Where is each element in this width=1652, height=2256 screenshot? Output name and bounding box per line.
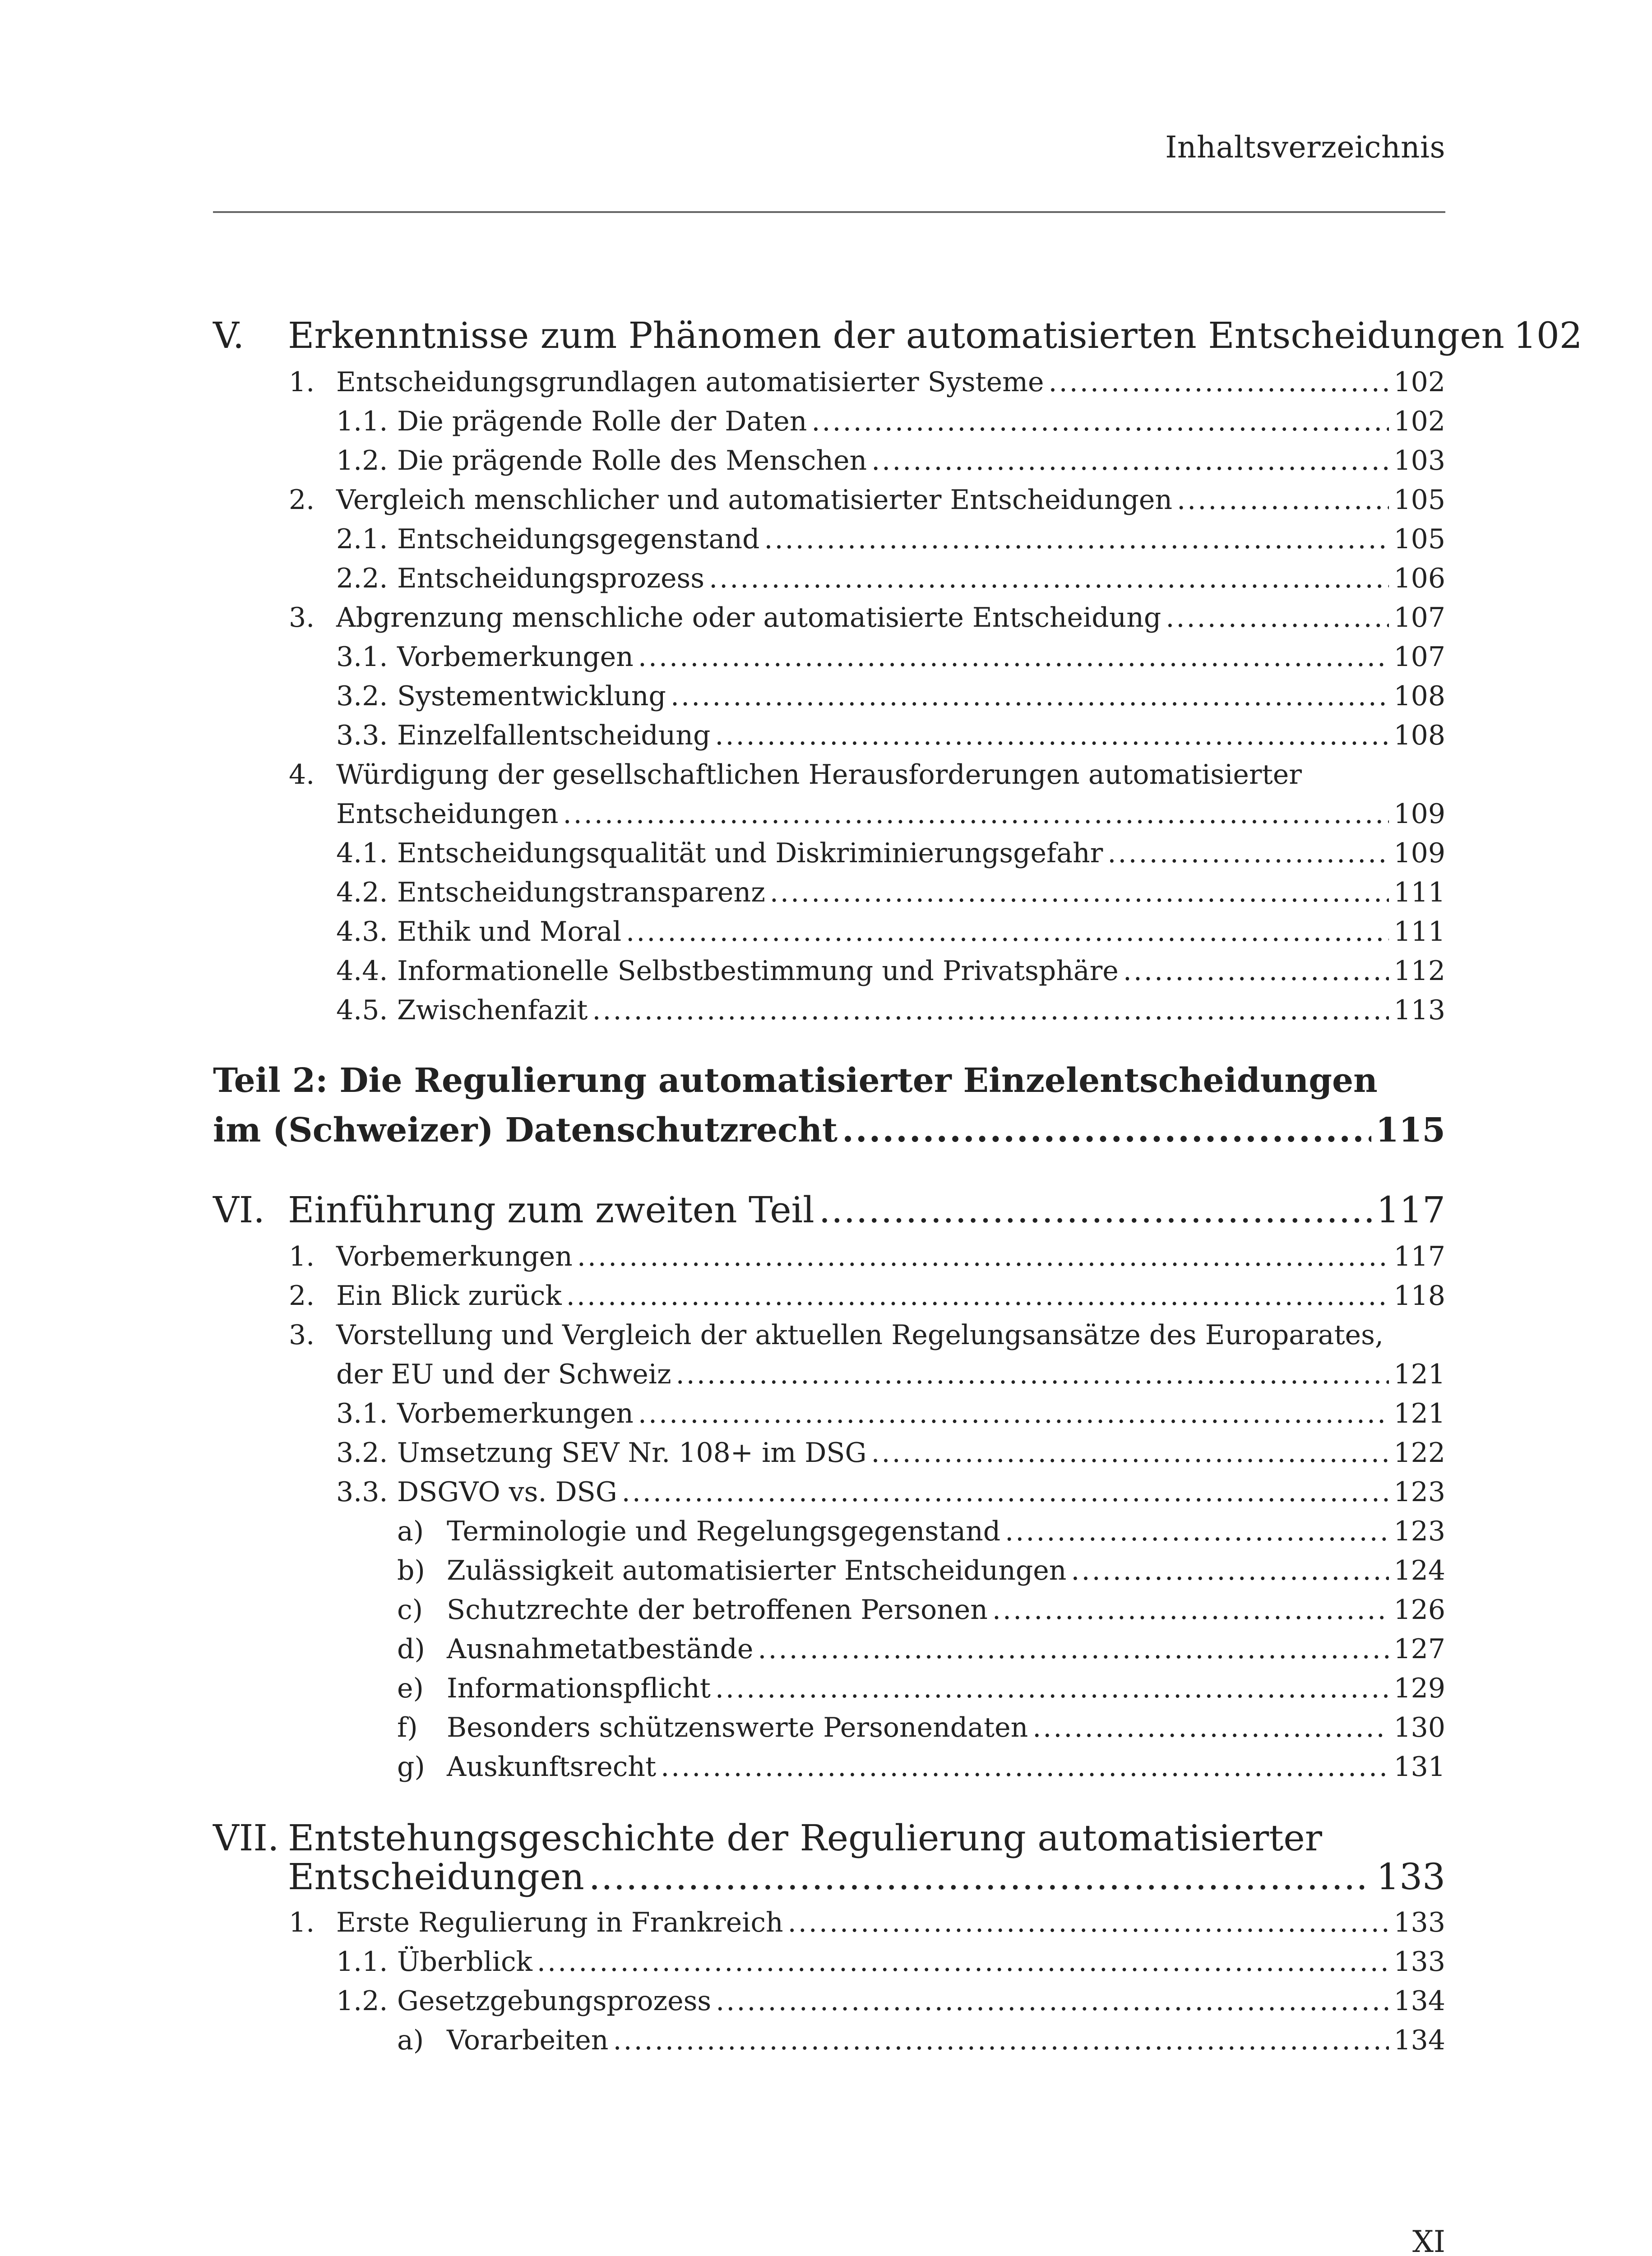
toc-page-number: 115 <box>1375 1111 1445 1150</box>
toc-leader <box>577 1241 1389 1272</box>
toc-chapter-number: VI. <box>213 1189 265 1231</box>
toc-page-number: 118 <box>1393 1280 1445 1312</box>
toc-entry[interactable] <box>0 1467 1652 1508</box>
toc-page-number: 121 <box>1393 1398 1445 1429</box>
toc-entry[interactable] <box>0 1232 1652 1272</box>
toc-part-title-line1[interactable]: Teil 2: Die Regulierung automatisierter Einzelentscheidungen <box>213 1061 1378 1100</box>
toc-page-number: 127 <box>1393 1633 1445 1665</box>
toc-leader <box>871 1437 1389 1469</box>
toc-page-number: 124 <box>1393 1555 1445 1586</box>
toc-entry[interactable] <box>0 357 1652 398</box>
toc-page-number: 111 <box>1393 916 1445 948</box>
toc-leader <box>638 1398 1389 1429</box>
toc-entry-title: Systementwicklung <box>397 680 666 712</box>
toc-entry[interactable] <box>0 1546 1652 1586</box>
toc-entry-title: Die prägende Rolle des Menschen <box>397 445 867 476</box>
toc-entry-title-line1: Würdigung der gesellschaftlichen Herausforderungen automatisierter <box>336 759 1302 791</box>
toc-leader <box>589 1856 1372 1898</box>
toc-entry[interactable] <box>0 1389 1652 1429</box>
toc-chapter-title: Einführung zum zweiten Teil <box>288 1189 814 1231</box>
toc-page-number: 108 <box>1393 680 1445 712</box>
toc-entry[interactable] <box>0 907 1652 948</box>
toc-entry-title-line1: Vorstellung und Vergleich der aktuellen Regelungsansätze des Europarates, <box>336 1319 1384 1351</box>
toc-leader <box>566 1280 1389 1312</box>
toc-entry-title: Entscheidungsprozess <box>397 563 705 594</box>
toc-page-number: 102 <box>1393 406 1445 437</box>
toc-entry-title: Vorbemerkungen <box>336 1241 573 1272</box>
toc-chapter-v[interactable] <box>0 316 1652 356</box>
toc-page-number: 130 <box>1393 1712 1445 1743</box>
toc-entry-title: Entscheidungen <box>336 798 559 830</box>
toc-entry[interactable] <box>0 1937 1652 1978</box>
toc-page-number: 121 <box>1393 1359 1445 1390</box>
toc-leader <box>716 1985 1389 2017</box>
toc-page-number: 102 <box>1513 314 1583 356</box>
toc-chapter-number: VII. <box>213 1817 279 1859</box>
toc-entry-number: c) <box>397 1594 423 1626</box>
toc-leader <box>715 720 1389 751</box>
toc-page-number: 134 <box>1393 1985 1445 2017</box>
toc-entry[interactable] <box>0 1898 1652 1938</box>
toc-entry[interactable] <box>0 2016 1652 2056</box>
toc-entry-title: Auskunftsrecht <box>447 1751 657 1783</box>
toc-page-number: 123 <box>1393 1476 1445 1508</box>
toc-entry-number: 3. <box>289 602 315 633</box>
toc-page-number: 126 <box>1393 1594 1445 1626</box>
toc-entry[interactable] <box>0 593 1652 633</box>
toc-entry-number: 4.2. <box>336 877 388 908</box>
toc-page-number: 105 <box>1393 484 1445 516</box>
toc-entry-title: Die prägende Rolle der Daten <box>397 406 807 437</box>
toc-chapter-vi[interactable] <box>0 1190 1652 1231</box>
toc-page-number: 108 <box>1393 720 1445 751</box>
toc-entry[interactable] <box>0 711 1652 751</box>
toc-entry-number: 1. <box>289 1907 315 1938</box>
toc-entry[interactable] <box>0 1271 1652 1312</box>
toc-leader <box>1005 1516 1389 1547</box>
toc-entry-first-line[interactable] <box>0 1310 1652 1351</box>
toc-chapter-vii[interactable] <box>0 1857 1652 1898</box>
toc-entry-title: Besonders schützenswerte Personendaten <box>447 1712 1028 1743</box>
toc-entry[interactable] <box>0 514 1652 555</box>
toc-leader <box>788 1907 1389 1938</box>
toc-entry-number: 1. <box>289 366 315 398</box>
toc-leader <box>842 1111 1371 1150</box>
toc-leader <box>638 641 1389 673</box>
toc-entry-number: e) <box>397 1673 424 1704</box>
toc-entry-title: Ausnahmetatbestände <box>447 1633 754 1665</box>
toc-entry-title: Gesetzgebungsprozess <box>397 1985 712 2017</box>
toc-page-number: 109 <box>1393 837 1445 869</box>
running-head: Inhaltsverzeichnis <box>1165 130 1445 165</box>
toc-leader <box>563 798 1389 830</box>
toc-page-number: 105 <box>1393 523 1445 555</box>
toc-entry[interactable] <box>0 985 1652 1026</box>
toc-page-number: 113 <box>1393 994 1445 1026</box>
toc-entry[interactable] <box>0 828 1652 869</box>
toc-entry-title: Ein Blick zurück <box>336 1280 562 1312</box>
toc-entry-title: Entscheidungsqualität und Diskriminierungsgefahr <box>397 837 1103 869</box>
toc-entry[interactable] <box>0 1428 1652 1469</box>
toc-leader <box>613 2025 1389 2056</box>
toc-entry-number: 2.2. <box>336 563 388 594</box>
toc-page-number: 134 <box>1393 2025 1445 2056</box>
toc-page-number: 107 <box>1393 641 1445 673</box>
toc-chapter-title: Erkenntnisse zum Phänomen der automatisierten Entscheidungen <box>288 314 1504 356</box>
toc-leader <box>770 877 1389 908</box>
header-rule <box>213 211 1445 213</box>
toc-leader <box>1107 837 1389 869</box>
toc-leader <box>1049 366 1389 398</box>
toc-entry[interactable] <box>0 1742 1652 1783</box>
toc-leader <box>676 1359 1389 1390</box>
toc-entry-title: Vergleich menschlicher und automatisierter Entscheidungen <box>336 484 1173 516</box>
toc-entry-number: 4. <box>289 759 315 791</box>
toc-entry[interactable] <box>0 789 1652 830</box>
toc-entry-title: Ethik und Moral <box>397 916 622 948</box>
toc-chapter-number: V. <box>213 314 245 356</box>
toc-entry-title: Einzelfallentscheidung <box>397 720 711 751</box>
toc-page-number: 129 <box>1393 1673 1445 1704</box>
toc-leader <box>671 680 1389 712</box>
toc-page-number: 112 <box>1393 955 1445 987</box>
toc-leader <box>1166 602 1389 633</box>
toc-entry-number: 1.1. <box>336 1946 388 1978</box>
toc-entry-title: Zwischenfazit <box>397 994 588 1026</box>
toc-entry-number: 4.1. <box>336 837 388 869</box>
toc-entry-title: Entscheidungsgrundlagen automatisierter Systeme <box>336 366 1044 398</box>
toc-chapter-title-line1: Entstehungsgeschichte der Regulierung automatisierter <box>288 1817 1322 1859</box>
toc-entry[interactable] <box>0 868 1652 908</box>
toc-entry[interactable] <box>0 1507 1652 1547</box>
toc-entry-number: 4.3. <box>336 916 388 948</box>
toc-entry-number: 2. <box>289 484 315 516</box>
toc-chapter-title: Entscheidungen <box>288 1856 584 1898</box>
toc-entry[interactable] <box>0 1585 1652 1626</box>
toc-leader <box>764 523 1389 555</box>
toc-leader <box>1032 1712 1389 1743</box>
toc-leader <box>1177 484 1389 516</box>
toc-page-number: 106 <box>1393 563 1445 594</box>
toc-entry-number: d) <box>397 1633 425 1665</box>
toc-entry-number: a) <box>397 1516 424 1547</box>
toc-page-number: 122 <box>1393 1437 1445 1469</box>
toc-page-number: 117 <box>1376 1189 1445 1231</box>
toc-entry-title: Zulässigkeit automatisierter Entscheidungen <box>447 1555 1067 1586</box>
toc-page-number: 117 <box>1393 1241 1445 1272</box>
toc-entry-title: der EU und der Schweiz <box>336 1359 671 1390</box>
toc-entry[interactable] <box>0 946 1652 987</box>
toc-entry-number: 2. <box>289 1280 315 1312</box>
toc-entry[interactable] <box>0 397 1652 437</box>
toc-part-2[interactable] <box>0 1109 1652 1150</box>
toc-entry-title: Vorbemerkungen <box>397 1398 634 1429</box>
toc-leader <box>819 1189 1372 1231</box>
toc-page-number: 111 <box>1393 877 1445 908</box>
toc-leader <box>537 1946 1389 1978</box>
toc-entry[interactable] <box>0 1624 1652 1665</box>
toc-page-number: 103 <box>1393 445 1445 476</box>
toc-entry-title: Terminologie und Regelungsgegenstand <box>447 1516 1001 1547</box>
toc-entry-number: 3. <box>289 1319 315 1351</box>
toc-entry-title: Informationelle Selbstbestimmung und Privatsphäre <box>397 955 1119 987</box>
toc-entry-number: 3.1. <box>336 1398 388 1429</box>
toc-entry-title: Erste Regulierung in Frankreich <box>336 1907 783 1938</box>
toc-entry-number: 1.1. <box>336 406 388 437</box>
toc-entry-title: Umsetzung SEV Nr. 108+ im DSG <box>397 1437 867 1469</box>
toc-entry-number: 4.5. <box>336 994 388 1026</box>
toc-entry[interactable] <box>0 554 1652 594</box>
toc-page-number: 131 <box>1393 1751 1445 1783</box>
toc-entry-title: Informationspflicht <box>447 1673 711 1704</box>
toc-leader <box>592 994 1389 1026</box>
toc-entry-first-line[interactable] <box>0 750 1652 791</box>
toc-page-number: 133 <box>1376 1856 1445 1898</box>
toc-entry[interactable] <box>0 475 1652 516</box>
toc-entry-number: f) <box>397 1712 418 1743</box>
toc-entry-title: Abgrenzung menschliche oder automatisierte Entscheidung <box>336 602 1161 633</box>
toc-entry-number: 1.2. <box>336 445 388 476</box>
toc-page-number: 107 <box>1393 602 1445 633</box>
page-folio: XI <box>1412 2224 1445 2256</box>
toc-entry-number: 3.2. <box>336 680 388 712</box>
toc-entry-number: b) <box>397 1555 425 1586</box>
toc-entry-title: Entscheidungsgegenstand <box>397 523 760 555</box>
toc-leader <box>1123 955 1389 987</box>
toc-leader <box>992 1594 1389 1626</box>
toc-entry-title: DSGVO vs. DSG <box>397 1476 617 1508</box>
toc-chapter-vii-first-line[interactable] <box>0 1818 1652 1859</box>
toc-entry[interactable] <box>0 671 1652 712</box>
toc-entry-number: 4.4. <box>336 955 388 987</box>
toc-entry-number: 3.3. <box>336 720 388 751</box>
toc-entry[interactable] <box>0 436 1652 476</box>
toc-entry-number: g) <box>397 1751 425 1783</box>
toc-entry-number: 1. <box>289 1241 315 1272</box>
toc-part-title: im (Schweizer) Datenschutzrecht <box>213 1111 838 1150</box>
toc-entry-number: 3.2. <box>336 1437 388 1469</box>
toc-entry-title: Vorarbeiten <box>447 2025 609 2056</box>
toc-entry[interactable] <box>0 1664 1652 1704</box>
toc-leader <box>715 1673 1389 1704</box>
toc-page-number: 102 <box>1393 366 1445 398</box>
toc-leader <box>661 1751 1389 1783</box>
toc-page-number: 123 <box>1393 1516 1445 1547</box>
toc-entry-title: Vorbemerkungen <box>397 641 634 673</box>
toc-page-number: 109 <box>1393 798 1445 830</box>
toc-entry-number: 2.1. <box>336 523 388 555</box>
toc-entry-number: 1.2. <box>336 1985 388 2017</box>
toc-leader <box>709 563 1389 594</box>
toc-leader <box>626 916 1389 948</box>
toc-entry[interactable] <box>0 1703 1652 1743</box>
toc-entry-number: 3.3. <box>336 1476 388 1508</box>
toc-entry[interactable] <box>0 1976 1652 2017</box>
toc-page-number: 133 <box>1393 1907 1445 1938</box>
toc-entry[interactable] <box>0 632 1652 673</box>
toc-entry-title: Schutzrechte der betroffenen Personen <box>447 1594 988 1626</box>
toc-leader <box>622 1476 1389 1508</box>
toc-entry-number: a) <box>397 2025 424 2056</box>
toc-leader <box>871 445 1389 476</box>
toc-leader <box>1071 1555 1389 1586</box>
toc-leader <box>811 406 1389 437</box>
toc-entry-number: 3.1. <box>336 641 388 673</box>
toc-entry-title: Überblick <box>397 1946 532 1978</box>
toc-entry-title: Entscheidungstransparenz <box>397 877 765 908</box>
toc-page-number: 133 <box>1393 1946 1445 1978</box>
toc-entry[interactable] <box>0 1350 1652 1390</box>
toc-leader <box>758 1633 1389 1665</box>
